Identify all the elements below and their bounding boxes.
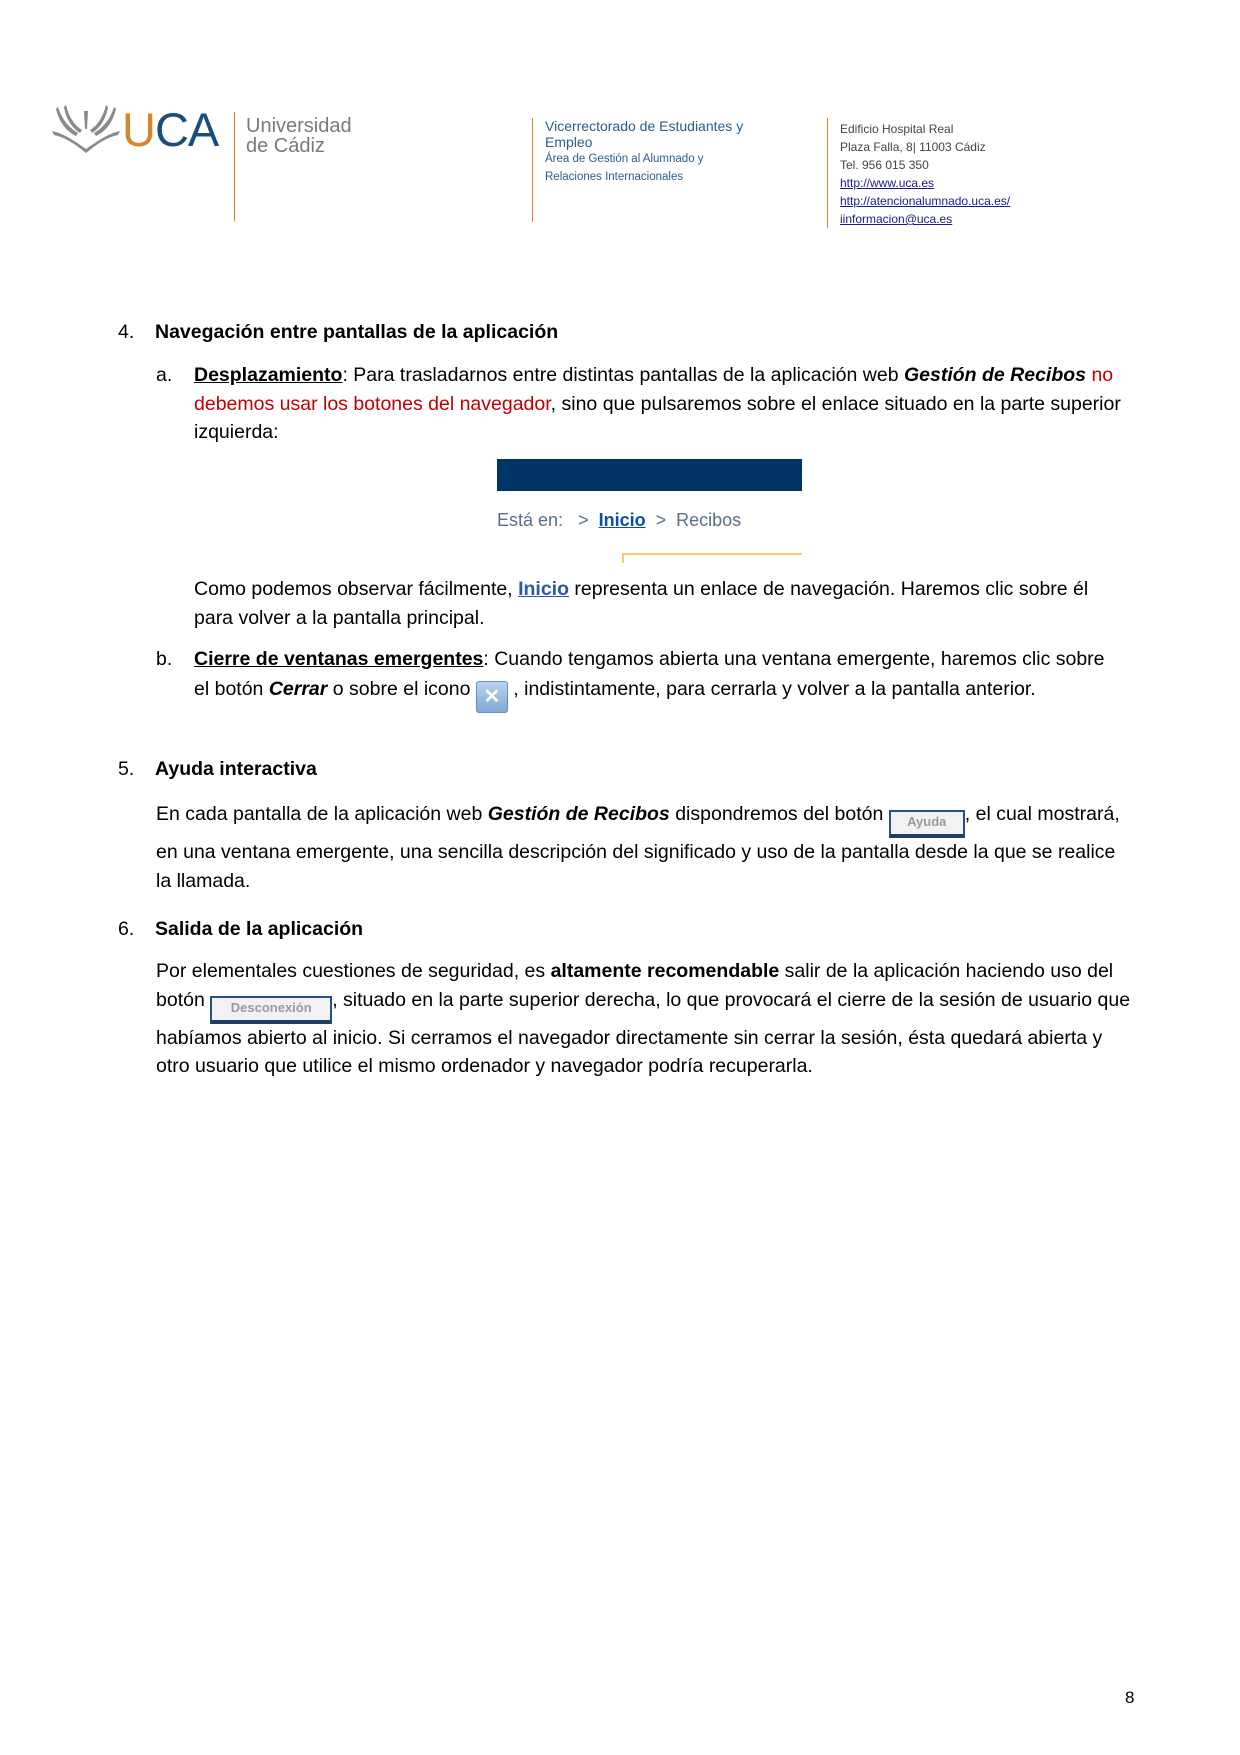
- office-line: Empleo: [545, 134, 593, 150]
- text-run: En cada pantalla de la aplicación web: [156, 803, 488, 825]
- breadcrumb-header-bar: [497, 459, 802, 491]
- item-a-term: Desplazamiento: [194, 364, 343, 386]
- item-a-paragraph: [194, 361, 1124, 447]
- panel-border: [622, 553, 624, 563]
- logo-letter-u: U: [122, 103, 155, 156]
- text-run: : Para trasladarnos entre distintas pantallas de la aplicación web: [342, 364, 904, 386]
- section-6-title: Salida de la aplicación: [155, 918, 364, 940]
- section-4-number: 4.: [118, 321, 135, 343]
- text-run: , situado en la parte superior derecha, lo que provocará el cierre de la sesión de usuario que habíamos abierto al inicio. Si cerramos el navegador directamente sin cerrar la sesión, ésta quedará abierta y otro usuario que utilice el mismo ordenador y navegador podría recuperarla.: [156, 988, 1131, 1077]
- inicio-link[interactable]: Inicio: [518, 578, 569, 600]
- text-run: : Cuando tengamos abierta una ventana emergente, haremos clic sobre el botón: [194, 648, 1105, 700]
- office-line: Relaciones Internacionales: [545, 171, 684, 183]
- emphasis: altamente recomendable: [550, 960, 780, 982]
- logo-letters-ca: CA: [154, 103, 219, 156]
- breadcrumb-separator: >: [655, 510, 667, 530]
- address-line: Plaza Falla, 8| 11003 Cádiz: [840, 140, 986, 154]
- item-a-letter: a.: [156, 364, 173, 386]
- section-5-number: 5.: [118, 758, 135, 780]
- breadcrumb-separator: >: [578, 510, 589, 530]
- desconexion-button[interactable]: Desconexión: [210, 996, 332, 1024]
- breadcrumb-current: Recibos: [676, 510, 742, 530]
- atencion-alumnado-link[interactable]: http://atencionalumnado.uca.es/: [840, 194, 1011, 208]
- website-link[interactable]: http://www.uca.es: [840, 176, 935, 190]
- panel-border: [622, 553, 802, 555]
- section-6-number: 6.: [118, 918, 135, 940]
- text-run: , el cual mostrará, en una ventana emergente, una sencilla descripción del significado y uso de la pantalla desde la que se realice la llamada.: [156, 803, 1120, 892]
- university-name-line1: Universidad: [246, 115, 352, 137]
- university-name: [246, 116, 352, 156]
- app-name: Gestión de Recibos: [903, 364, 1087, 386]
- text-run: dispondremos del botón: [669, 803, 889, 825]
- section-5-title: Ayuda interactiva: [155, 758, 317, 780]
- header-divider: [827, 118, 828, 228]
- uca-logo-icon: [52, 105, 120, 155]
- office-info: [545, 118, 785, 186]
- ayuda-button[interactable]: Ayuda: [889, 810, 965, 838]
- breadcrumb: [497, 510, 741, 531]
- uca-logo-text: [122, 104, 218, 156]
- text-run: , indistintamente, para cerrarla y volver a la pantalla anterior.: [507, 677, 1036, 700]
- email-link[interactable]: iinformacion@uca.es: [840, 212, 953, 226]
- text-run: o sobre el icono: [327, 677, 476, 700]
- text-run: salir de la aplicación haciendo uso del botón: [156, 960, 1114, 1011]
- item-b-letter: b.: [156, 648, 173, 670]
- page-number: 8: [1125, 1688, 1135, 1707]
- item-b-paragraph: [194, 645, 1114, 713]
- office-line: Vicerrectorado de Estudiantes y: [545, 118, 744, 134]
- breadcrumb-inicio-link[interactable]: Inicio: [598, 510, 646, 530]
- header-divider: [234, 112, 235, 221]
- office-line: Área de Gestión al Alumnado y: [545, 153, 704, 165]
- text-run: representa un enlace de navegación. Haremos clic sobre él para volver a la pantalla principal.: [194, 578, 1089, 629]
- close-icon[interactable]: ✕: [476, 681, 508, 713]
- section-5-paragraph: [156, 800, 1131, 895]
- breadcrumb-screenshot: [497, 459, 802, 563]
- app-name: Gestión de Recibos: [487, 803, 670, 825]
- section-4-title: Navegación entre pantallas de la aplicación: [155, 321, 559, 343]
- header-divider: [532, 118, 533, 222]
- text-run: Como podemos observar fácilmente,: [194, 578, 519, 600]
- warning-text: no debemos usar los botones del navegador: [194, 364, 1114, 415]
- text-run: , sino que pulsaremos sobre el enlace situado en la parte superior izquierda:: [194, 392, 1121, 443]
- phone-line: Tel. 956 015 350: [840, 158, 929, 172]
- cerrar-label: Cerrar: [268, 677, 328, 700]
- item-b-term: Cierre de ventanas emergentes: [194, 648, 484, 670]
- breadcrumb-prefix: Está en:: [497, 510, 564, 530]
- university-name-line2: de Cádiz: [246, 135, 325, 157]
- address-line: Edificio Hospital Real: [840, 122, 954, 136]
- text-run: Por elementales cuestiones de seguridad, es: [156, 960, 551, 982]
- item-a-explanation: [194, 575, 1114, 632]
- contact-info: [840, 120, 1010, 228]
- section-6-paragraph: [156, 957, 1131, 1081]
